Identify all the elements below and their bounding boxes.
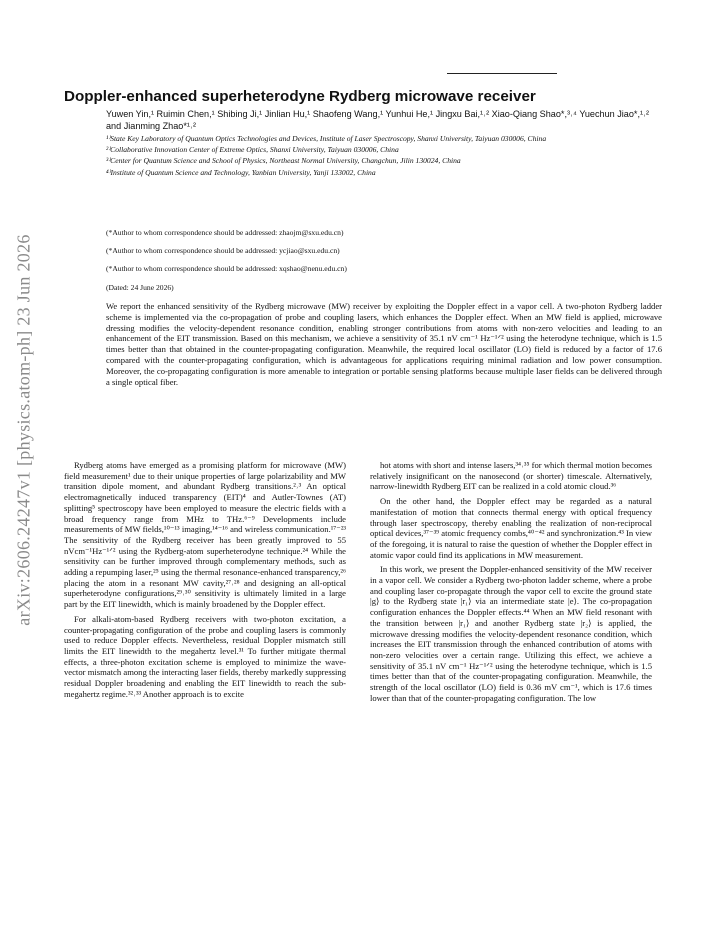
arxiv-identifier: arXiv:2606.24247v1 [physics.atom-ph] 23 Jun 2026: [13, 234, 34, 626]
correspondence-3: (*Author to whom correspondence should be addressed: xqshao@nenu.edu.cn): [106, 264, 347, 274]
author-list: Yuwen Yin,¹ Ruimin Chen,¹ Shibing Ji,¹ Jinlian Hu,¹ Shaofeng Wang,¹ Yunhui He,¹ Jingxu Bai,¹˒² Xiao-Qiang Shao*,³˒⁴ Yuechun Jiao*,¹˒² and Jianming Zhao*¹˒²: [106, 109, 650, 131]
affiliation-2: ²⁾Collaborative Innovation Center of Extreme Optics, Shanxi University, Taiyuan 030006, China: [106, 145, 399, 155]
dated-line: (Dated: 24 June 2026): [106, 282, 174, 292]
correspondence-2: (*Author to whom correspondence should be addressed: ycjiao@sxu.edu.cn): [106, 246, 340, 256]
paragraph: hot atoms with short and intense lasers,³⁴˒³⁵ for which thermal motion becomes relatively insignificant on the nanosecond (or shorter) timescale. Alternatively, narrow-linewidth Rydberg EIT can be realized in a cold atomic cloud.³⁶: [370, 460, 652, 492]
right-column: [370, 460, 652, 703]
header-rule: [447, 73, 557, 74]
abstract: We report the enhanced sensitivity of the Rydberg microwave (MW) receiver by exploiting the Doppler effect in a vapor cell. A two-photon Rydberg ladder scheme is implemented via the co-propagation of probe and coupling lasers, which enhances the Doppler effect. When an MW field is applied, microwave dressing modifies the velocity-dependent resonance condition, enabling stronger contributions from atoms with non-zero velocities and leading to an enhancement of the EIT transmission. Based on this mechanism, we achieve a sensitivity of 35.1 nV cm⁻¹ Hz⁻¹ᐟ² using the heterodyne technique, which is 1.5 times better than that obtained in the counter-propagating configuration. Meanwhile, the required local oscillator (LO) field is reduced by a factor of 17.6 compared with the counter-propagating configuration, which is advantageous for applications requiring minimal radiation and low power consumption. Moreover, the co-propagating configuration is more amenable to integration or portable sensing platforms because multiple laser fields can be delivered through a single optical fiber.: [106, 301, 662, 387]
paragraph: Rydberg atoms have emerged as a promising platform for microwave (MW) field measurement¹ due to their unique properties of large polarizability and MW transition dipole moment, and abundant Rydberg transitions.²˒³ An optical electromagnetically induced transparency (EIT)⁴ and Autler-Townes (AT) splitting⁵ spectroscopy have been employed to measure the electric fields with a broad frequency range from MHz to THz.⁶⁻⁹ Developments include measurements of MW fields,¹⁰⁻¹³ imaging,¹⁴⁻¹⁶ and wireless communication.¹⁷⁻²³ The sensitivity of the Rydberg receiver has been greatly improved to 55 nVcm⁻¹Hz⁻¹ᐟ² using the Rydberg-atom superheterodyne technique.²⁴ While the sensitivity can be further improved through complementary methods, such as adding a repumping laser,²⁵ using the thermal resonance-enhanced transparency,²⁶ placing the atom in a resonant MW cavity,²⁷˒²⁸ and designing an all-optical superheterodyne configurations,²⁹˒³⁰ sensitivity is ultimately limited in a large part by the EIT linewidth, which is mainly broadened by the Doppler effect.: [64, 460, 346, 610]
affiliation-3: ³⁾Center for Quantum Science and School of Physics, Northeast Normal University, Changchun, Jilin 130024, China: [106, 156, 461, 166]
arxiv-sidebar: [2, 200, 46, 660]
affiliations: [106, 134, 646, 179]
paragraph: In this work, we present the Doppler-enhanced sensitivity of the MW receiver in a vapor cell. We consider a Rydberg two-photon ladder scheme, where a probe and coupling laser co-propagate through the vapor cell to excite the ground state |g⟩ to the Rydberg state |r₁⟩ via an intermediate state |e⟩. The co-propagation configuration enhances the Doppler effects.⁴⁴ When an MW field resonant with the transition between |r₁⟩ and another Rydberg state |r₂⟩ is applied, the microwave dressing modifies the velocity-dependent resonance condition, which increases the EIT transmission through the enhanced contribution of atoms with non-zero velocities over a certain range. Utilizing this effect, we achieve a sensitivity of 35.1 nV cm⁻¹ Hz⁻¹ᐟ² using the heterodyne technique, which is 1.5 times better than that of the counter-propagating configuration. Meanwhile, the strength of the local oscillator (LO) field is 0.36 mV cm⁻¹, which is 17.6 times lower than that of the counter-propagating configuration. The low: [370, 564, 652, 703]
paragraph: On the other hand, the Doppler effect may be regarded as a natural manifestation of motion that connects thermal energy with optical frequency through laser spectroscopy, thereby enabling the realization of non-reciprocal optical devices,³⁷⁻³⁹ atomic frequency combs,⁴⁰⁻⁴² and synchronization.⁴³ In view of the foregoing, it is natural to raise the question of whether the Doppler effect in atomic vapor could find its applications in MW measurement.: [370, 496, 652, 560]
left-column: [64, 460, 346, 699]
affiliation-1: ¹⁾State Key Laboratory of Quantum Optics Technologies and Devices, Institute of Laser Spectroscopy, Shanxi University, Taiyuan 030006, China: [106, 134, 547, 143]
paragraph: For alkali-atom-based Rydberg receivers with two-photon excitation, a counter-propagating configuration of the probe and coupling lasers is commonly used to reduce Doppler effects. Nevertheless, residual Doppler mismatch still limits the EIT linewidth to the megahertz level.³¹ To further mitigate thermal effects, a three-photon excitation scheme is employed to minimize the wave-vector mismatch among the interacting laser fields, thereby markedly suppressing residual Doppler broadening and enabling the EIT linewidth to reach the sub-megahertz regime.³²˒³³ Another approach is to excite: [64, 613, 346, 699]
affiliation-4: ⁴⁾Institute of Quantum Science and Technology, Yanbian University, Yanji 133002, China: [106, 167, 376, 177]
paper-title: Doppler-enhanced superheterodyne Rydberg microwave receiver: [64, 88, 536, 105]
correspondence-1: (*Author to whom correspondence should be addressed: zhaojm@sxu.edu.cn): [106, 228, 344, 237]
correspondence-block: [106, 228, 646, 301]
